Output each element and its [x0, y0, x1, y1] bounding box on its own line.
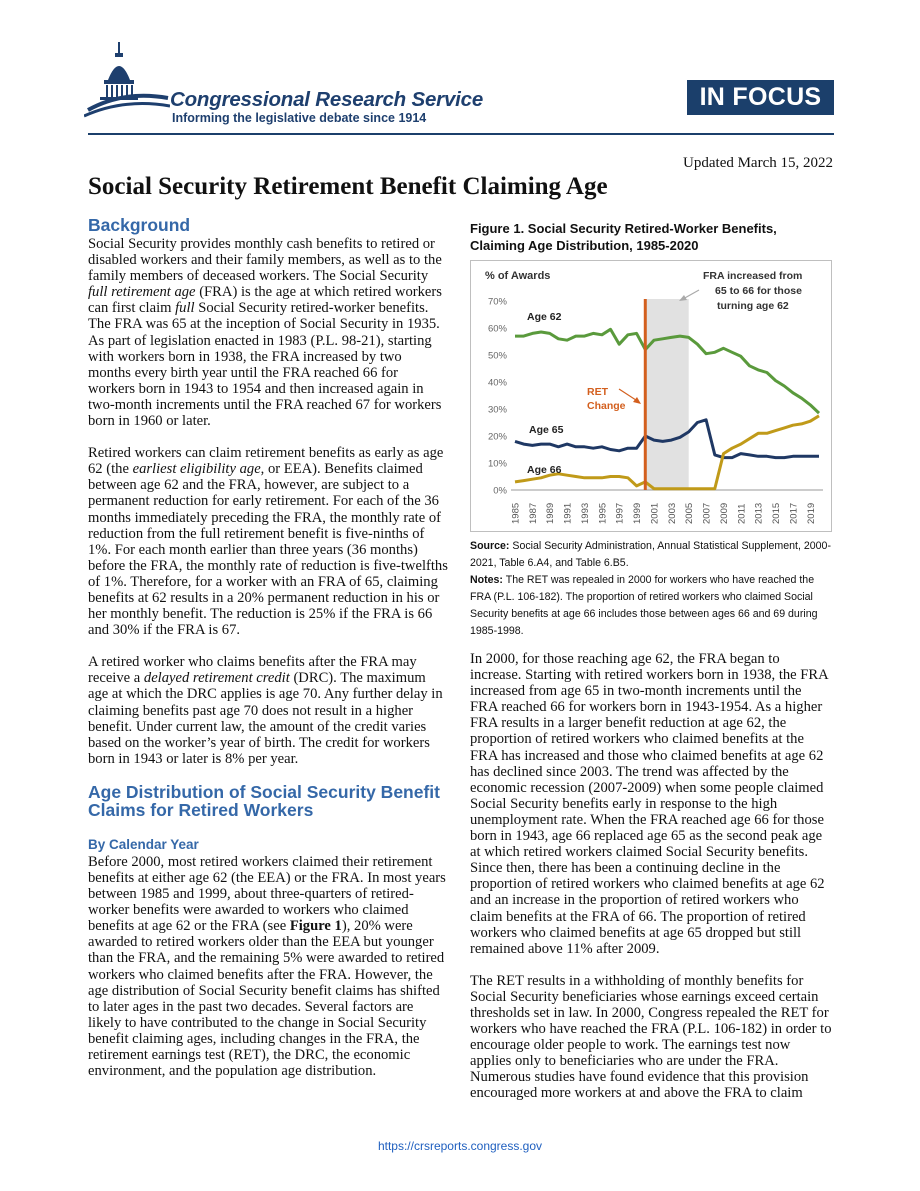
subheading-calendar-year: By Calendar Year: [88, 836, 199, 852]
term-fra: full retirement age: [88, 284, 196, 301]
x-tick-label: 1997: [614, 502, 626, 524]
x-tick-label: 2015: [771, 502, 783, 524]
x-tick-label: 1993: [579, 502, 591, 524]
x-tick-label: 1995: [597, 502, 609, 524]
page-title: Social Security Retirement Benefit Claiming Age: [88, 173, 608, 200]
term-eea: earliest eligibility age: [132, 461, 261, 478]
figure-title: Figure 1. Social Security Retired-Worker Benefits, Claiming Age Distribution, 1985-2020: [470, 221, 777, 253]
claiming-age-line-chart: [471, 261, 831, 531]
x-tick-label: 2001: [649, 502, 661, 524]
fra-increase-shaded-region: [645, 299, 688, 490]
background-heading: Background: [88, 215, 191, 235]
paragraph-eea: Retired workers can claim retirement benefits as early as age 62 (the earliest eligibility age, or EEA). Benefits claimed between age 62 and the FRA, however, are subject to a permanent reduction for early retirement. For each of the 36 months immediately preceding the FRA, the monthly rate of reduction from the full retirement benefit is five-ninths of 1%. For each month earlier than three years (36 months) before the FRA, the monthly rate of reduction is five-twelfths of 1%. Therefore, for a worker with an FRA of 65, claiming benefits at 62 results in a 20% permanent reduction in his or her monthly benefit. The reduction is 25% if the FRA is 66 and 30% if the FRA is 67.: [88, 445, 448, 639]
right-column: [470, 220, 832, 1118]
paragraph-drc: A retired worker who claims benefits after the FRA may receive a delayed retirement credit (DRC). The maximum age at which the DRC applies is age 70. Any further delay in claiming benefits past age 70 does not result in a higher benefit. Under current law, the amount of the credit varies based on the worker’s year of birth. The credit for workers born in 1943 or later is 8% per year.: [88, 654, 443, 767]
x-tick-label: 2013: [753, 502, 765, 524]
footer-link[interactable]: https://crsreports.congress.gov: [377, 1139, 543, 1153]
term-drc: delayed retirement credit: [143, 670, 290, 687]
y-tick-label: 0%: [493, 485, 507, 497]
crs-logo: [84, 40, 504, 130]
fra-annotation-label: turning age 62: [717, 300, 789, 312]
x-tick-label: 1999: [632, 502, 644, 524]
paragraph-ret: The RET results in a withholding of monthly benefits for Social Security beneficiaries whose earnings exceed certain thresholds set in law. In 2000, Congress repealed the RET for workers who have reached the FRA (P.L. 106-182) in order to encourage older people to work. The earnings test now applies only to beneficiaries who are under the FRA. Numerous studies have found evidence that this provision encouraged more workers at and above the FRA to claim: [470, 972, 832, 1102]
left-column: [88, 216, 448, 1095]
figure-1-reference[interactable]: Figure 1: [289, 918, 342, 935]
x-tick-label: 1987: [527, 502, 539, 524]
fra-annotation-label: FRA increased from: [703, 270, 803, 282]
paragraph-fra: Social Security provides monthly cash benefits to retired or disabled workers and their family members, as well as to the family members of deceased workers. The Social Security full retirement age (FRA) is the age at which retired workers can first claim full Social Security retired-worker benefits. The FRA was 65 at the inception of Social Security in 1935. As part of legislation enacted in 1983 (P.L. 98-21), starting with workers born in 1938, the FRA increased by two months every birth year until the FRA reached 66 for workers born in 1943 to 1954 and then increased again in two-month increments until the FRA reached 67 for workers born in 1960 or later.: [88, 236, 442, 430]
x-tick-label: 1991: [562, 502, 574, 524]
y-tick-label: 70%: [487, 296, 507, 308]
ret-change-label: Change: [587, 400, 626, 412]
y-tick-label: 10%: [487, 458, 507, 470]
x-tick-label: 2007: [701, 502, 713, 524]
x-tick-label: 1985: [510, 502, 522, 524]
ret-change-arrowhead: [633, 397, 641, 404]
x-tick-label: 2005: [684, 502, 696, 524]
x-tick-label: 2009: [718, 502, 730, 524]
figure-1-chart: [470, 260, 832, 532]
header-divider: [88, 133, 834, 135]
x-tick-label: 2019: [805, 502, 817, 524]
x-tick-label: 2003: [666, 502, 678, 524]
y-tick-label: 20%: [487, 431, 507, 443]
in-focus-badge: IN FOCUS: [687, 80, 834, 115]
updated-date: Updated March 15, 2022: [683, 155, 833, 171]
y-tick-label: 30%: [487, 404, 507, 416]
org-name: Congressional Research Service: [170, 88, 484, 111]
capitol-dome-icon: [84, 40, 170, 120]
section-heading-age-distribution: Age Distribution of Social Security Benefit Claims for Retired Workers: [88, 781, 440, 820]
x-tick-label: 2017: [788, 502, 800, 524]
series-label: Age 66: [527, 464, 562, 476]
x-tick-label: 1989: [545, 502, 557, 524]
paragraph-calendar-year: Before 2000, most retired workers claimed their retirement benefits at either age 62 (the EEA) or the FRA. In most years between 1985 and 1999, about three-quarters of retired-worker benefits were awarded to workers who claimed benefits at age 62 or the FRA (see Figure 1), 20% were awarded to retired workers older than the EEA but younger than the FRA, and the remaining 5% were awarded to retired workers who claimed benefits after the FRA. However, the age distribution of Social Security benefit claims has shifted to later ages in the past two decades. Several factors are likely to have contributed to the change in Social Security benefit claiming ages, including changes in the FRA, the retirement earnings test (RET), the DRC, the economic environment, and the population age distribution.: [88, 853, 446, 1080]
series-label: Age 65: [529, 424, 564, 436]
ret-change-label: RET: [587, 386, 608, 398]
y-tick-label: 50%: [487, 350, 507, 362]
org-tagline: Informing the legislative debate since 1914: [172, 111, 427, 125]
fra-annotation-arrowhead: [679, 295, 687, 301]
fra-annotation-label: 65 to 66 for those: [715, 285, 802, 297]
x-tick-label: 2011: [736, 503, 748, 524]
y-axis-title: % of Awards: [485, 270, 551, 282]
figure-notes: Notes: The RET was repealed in 2000 for workers who have reached the FRA (P.L. 106-182). The proportion of retired workers who claimed Social Security benefits at age 66 includes those between ages 66 and 69 during 1985-1998.: [470, 574, 818, 637]
y-tick-label: 60%: [487, 323, 507, 335]
y-tick-label: 40%: [487, 377, 507, 389]
paragraph-fra-increase: In 2000, for those reaching age 62, the FRA began to increase. Starting with retired workers born in 1938, the FRA increased from age 65 in two-month increments until the FRA reached 66 for workers born in 1943-1954. As a higher FRA results in a larger benefit reduction at age 62, the proportion of retired workers who claimed benefits at the FRA has increased and those who claimed benefits at age 62 has declined since 2003. The trend was affected by the economic recession (2007-2009) when some people claimed Social Security benefits early in response to the high unemployment rate. When the FRA reached age 66 for those born in 1943, age 66 replaced age 65 as the second peak age at which retired workers claimed Social Security benefits. Since then, there has been a continuing decline in the proportion of retired workers who claimed benefits at age 62 and an increase in the proportion of retired workers who claim benefits at the FRA of 66. The proportion of retired workers who claimed benefits at age 65 dropped but still remained above 11% after 2009.: [470, 651, 828, 957]
series-label: Age 62: [527, 311, 562, 323]
figure-source: Source: Social Security Administration, Annual Statistical Supplement, 2000-2021, Table 6.A4, and Table 6.B5.: [470, 540, 831, 569]
